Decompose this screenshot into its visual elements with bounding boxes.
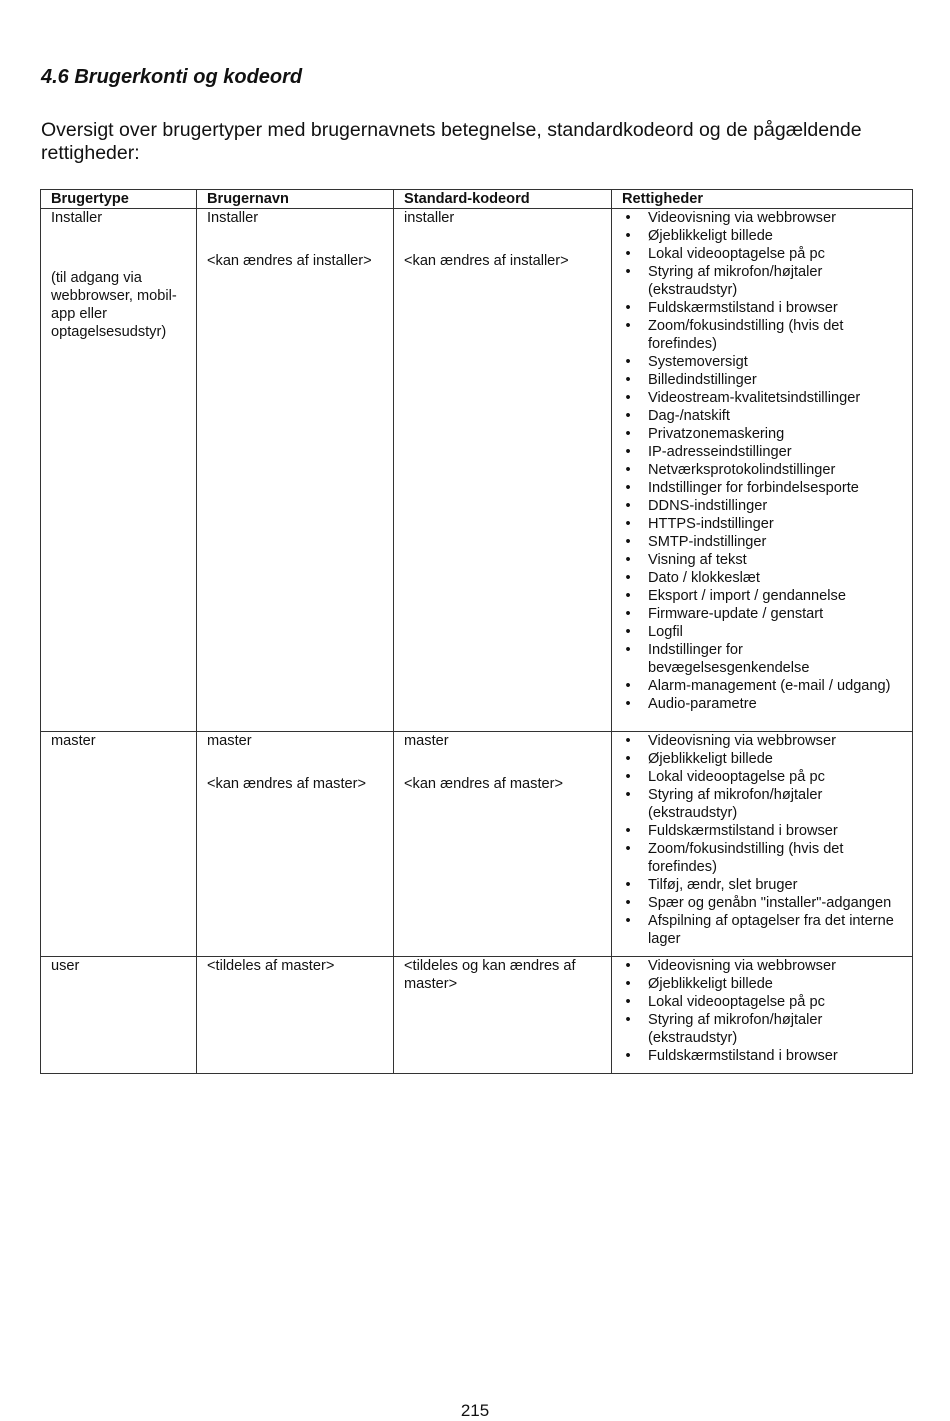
header-user-type: Brugertype — [41, 190, 197, 209]
rights-item-text: Logfil — [648, 624, 683, 640]
rights-list-item — [622, 732, 906, 750]
rights-item-text: Zoom/fokusindstilling (hvis det forefindes) — [648, 318, 844, 352]
rights-item-text: Styring af mikrofon/højtaler (ekstraudstyr) — [648, 787, 823, 821]
rights-list-item — [622, 317, 906, 353]
rights-item-text: SMTP-indstillinger — [648, 534, 767, 550]
bullet-icon: • — [625, 895, 631, 911]
rights-item-text: Øjeblikkeligt billede — [648, 228, 773, 244]
rights-item-text: Billedindstillinger — [648, 372, 757, 388]
rights-list-item — [622, 461, 906, 479]
rights-item-text: Øjeblikkeligt billede — [648, 751, 773, 767]
spacer — [207, 227, 387, 252]
rights-item-text: Dag-/natskift — [648, 408, 730, 424]
username-note: <kan ændres af master> — [207, 776, 366, 792]
rights-list — [622, 209, 906, 713]
rights-list-item — [622, 353, 906, 371]
bullet-icon: • — [625, 534, 631, 550]
cell-user-type — [41, 209, 197, 732]
header-username: Brugernavn — [197, 190, 394, 209]
rights-list-item — [622, 768, 906, 786]
user-type-name: user — [51, 958, 80, 974]
bullet-icon: • — [625, 408, 631, 424]
rights-list-item — [622, 641, 906, 677]
rights-item-text: Spær og genåbn "installer"-adgangen — [648, 895, 892, 911]
cell-username — [197, 732, 394, 957]
rights-list-item — [622, 695, 906, 713]
spacer — [51, 227, 190, 269]
bullet-icon: • — [625, 678, 631, 694]
cell-username — [197, 209, 394, 732]
rights-item-text: Fuldskærmstilstand i browser — [648, 823, 838, 839]
rights-item-text: Indstillinger for bevægelsesgenkendelse — [648, 642, 810, 676]
bullet-icon: • — [625, 552, 631, 568]
rights-list-item — [622, 1047, 906, 1065]
rights-item-text: Systemoversigt — [648, 354, 748, 370]
bullet-icon: • — [625, 606, 631, 622]
rights-item-text: Styring af mikrofon/højtaler (ekstraudstyr) — [648, 1012, 823, 1046]
password-note: <kan ændres af master> — [404, 776, 563, 792]
rights-list-item — [622, 587, 906, 605]
bullet-icon: • — [625, 976, 631, 992]
rights-item-text: Videovisning via webbrowser — [648, 210, 836, 226]
rights-list-item — [622, 533, 906, 551]
rights-list — [622, 732, 906, 948]
bullet-icon: • — [625, 877, 631, 893]
user-accounts-table — [40, 189, 913, 1074]
username-value: master — [207, 733, 252, 749]
bullet-icon: • — [625, 516, 631, 532]
rights-list-item — [622, 822, 906, 840]
header-rights: Rettigheder — [612, 190, 913, 209]
rights-list-item — [622, 299, 906, 317]
username-value: Installer — [207, 210, 259, 226]
cell-username — [197, 957, 394, 1074]
bullet-icon: • — [625, 588, 631, 604]
rights-list-item — [622, 245, 906, 263]
section-heading: 4.6 Brugerkonti og kodeord — [41, 66, 303, 88]
rights-list-item — [622, 993, 906, 1011]
username-value: <tildeles af master> — [207, 958, 335, 974]
bullet-icon: • — [625, 300, 631, 316]
rights-list-item — [622, 750, 906, 768]
rights-item-text: Privatzonemaskering — [648, 426, 785, 442]
bullet-icon: • — [625, 751, 631, 767]
bullet-icon: • — [625, 444, 631, 460]
bullet-icon: • — [625, 994, 631, 1010]
bullet-icon: • — [625, 390, 631, 406]
table-row-user — [41, 957, 913, 1074]
username-note: <kan ændres af installer> — [207, 253, 372, 269]
spacer — [404, 750, 605, 775]
rights-item-text: Lokal videooptagelse på pc — [648, 246, 825, 262]
bullet-icon: • — [625, 426, 631, 442]
bullet-icon: • — [625, 372, 631, 388]
rights-list-item — [622, 227, 906, 245]
bullet-icon: • — [625, 354, 631, 370]
rights-item-text: Videovisning via webbrowser — [648, 733, 836, 749]
rights-list-item — [622, 786, 906, 822]
rights-list-item — [622, 497, 906, 515]
rights-item-text: Fuldskærmstilstand i browser — [648, 300, 838, 316]
rights-item-text: Visning af tekst — [648, 552, 747, 568]
bullet-icon: • — [625, 696, 631, 712]
table-row-installer — [41, 209, 913, 732]
rights-list — [622, 957, 906, 1065]
rights-list-item — [622, 443, 906, 461]
bullet-icon: • — [625, 733, 631, 749]
rights-item-text: IP-adresseindstillinger — [648, 444, 792, 460]
rights-item-text: Afspilning af optagelser fra det interne lager — [648, 913, 894, 947]
bullet-icon: • — [625, 1012, 631, 1028]
bullet-icon: • — [625, 913, 631, 929]
cell-user-type — [41, 732, 197, 957]
rights-item-text: Fuldskærmstilstand i browser — [648, 1048, 838, 1064]
cell-password — [394, 957, 612, 1074]
rights-list-item — [622, 605, 906, 623]
table-row-master — [41, 732, 913, 957]
bullet-icon: • — [625, 769, 631, 785]
user-type-name: Installer — [51, 210, 103, 226]
rights-list-item — [622, 840, 906, 876]
rights-item-text: Firmware-update / genstart — [648, 606, 824, 622]
bullet-icon: • — [625, 624, 631, 640]
rights-item-text: Netværksprotokolindstillinger — [648, 462, 836, 478]
password-note: <kan ændres af installer> — [404, 253, 569, 269]
bullet-icon: • — [625, 958, 631, 974]
bullet-icon: • — [625, 642, 631, 658]
bullet-icon: • — [625, 570, 631, 586]
rights-item-text: Tilføj, ændr, slet bruger — [648, 877, 798, 893]
bullet-icon: • — [625, 1048, 631, 1064]
rights-list-item — [622, 623, 906, 641]
rights-list-item — [622, 569, 906, 587]
cell-rights — [612, 732, 913, 957]
rights-item-text: DDNS-indstillinger — [648, 498, 768, 514]
table-header-row — [41, 190, 913, 209]
rights-item-text: Alarm-management (e-mail / udgang) — [648, 678, 891, 694]
bullet-icon: • — [625, 841, 631, 857]
rights-item-text: Videostream-kvalitetsindstillinger — [648, 390, 861, 406]
user-type-name: master — [51, 733, 96, 749]
rights-list-item — [622, 209, 906, 227]
cell-user-type — [41, 957, 197, 1074]
cell-password — [394, 732, 612, 957]
rights-list-item — [622, 263, 906, 299]
rights-item-text: Dato / klokkeslæt — [648, 570, 760, 586]
bullet-icon: • — [625, 264, 631, 280]
rights-list-item — [622, 876, 906, 894]
password-value: installer — [404, 210, 455, 226]
spacer — [404, 227, 605, 252]
password-value: master — [404, 733, 449, 749]
cell-rights — [612, 209, 913, 732]
rights-item-text: Indstillinger for forbindelsesporte — [648, 480, 859, 496]
user-type-note: (til adgang via webbrowser, mobil-app eller optagelsesudstyr) — [51, 270, 177, 340]
rights-list-item — [622, 975, 906, 993]
rights-list-item — [622, 371, 906, 389]
header-default-password: Standard-kodeord — [394, 190, 612, 209]
rights-item-text: Zoom/fokusindstilling (hvis det forefindes) — [648, 841, 844, 875]
rights-list-item — [622, 677, 906, 695]
rights-list-item — [622, 479, 906, 497]
rights-list-item — [622, 912, 906, 948]
rights-item-text: Audio-parametre — [648, 696, 757, 712]
rights-item-text: Lokal videooptagelse på pc — [648, 769, 825, 785]
rights-item-text: Styring af mikrofon/højtaler (ekstraudstyr) — [648, 264, 823, 298]
cell-password — [394, 209, 612, 732]
rights-item-text: Øjeblikkeligt billede — [648, 976, 773, 992]
bullet-icon: • — [625, 480, 631, 496]
rights-list-item — [622, 407, 906, 425]
rights-list-item — [622, 389, 906, 407]
rights-item-text: Eksport / import / gendannelse — [648, 588, 846, 604]
bullet-icon: • — [625, 318, 631, 334]
page-number: 215 — [460, 1401, 490, 1420]
rights-list-item — [622, 957, 906, 975]
bullet-icon: • — [625, 210, 631, 226]
password-value: <tildeles og kan ændres af master> — [404, 958, 576, 992]
rights-list-item — [622, 425, 906, 443]
rights-item-text: Videovisning via webbrowser — [648, 958, 836, 974]
bullet-icon: • — [625, 246, 631, 262]
rights-list-item — [622, 894, 906, 912]
bullet-icon: • — [625, 498, 631, 514]
rights-list-item — [622, 1011, 906, 1047]
bullet-icon: • — [625, 787, 631, 803]
rights-item-text: Lokal videooptagelse på pc — [648, 994, 825, 1010]
rights-item-text: HTTPS-indstillinger — [648, 516, 774, 532]
rights-list-item — [622, 515, 906, 533]
bullet-icon: • — [625, 823, 631, 839]
cell-rights — [612, 957, 913, 1074]
intro-paragraph: Oversigt over brugertyper med brugernavnets betegnelse, standardkodeord og de pågældende rettigheder: — [41, 119, 862, 164]
rights-list-item — [622, 551, 906, 569]
bullet-icon: • — [625, 228, 631, 244]
bullet-icon: • — [625, 462, 631, 478]
spacer — [207, 750, 387, 775]
